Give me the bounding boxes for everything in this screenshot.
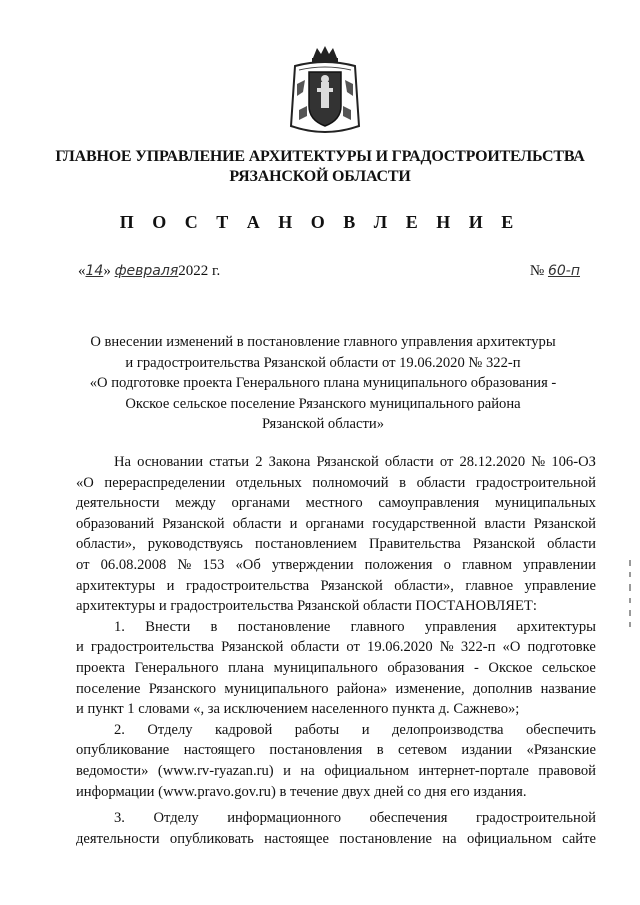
word: области	[547, 536, 596, 553]
word: полномочий	[312, 474, 389, 491]
word: постановление	[339, 830, 432, 847]
preamble-paragraph	[76, 452, 596, 617]
subject-line: Окское сельское поселение Рязанского муниципального района	[125, 395, 521, 412]
word: №	[177, 556, 192, 573]
date-open-quote: «	[78, 263, 86, 279]
margin-scan-mark	[626, 560, 634, 630]
word: «Об	[235, 556, 261, 573]
word: сельское	[542, 659, 596, 676]
body-line	[76, 473, 596, 494]
word: от	[76, 556, 90, 573]
word: 2.	[114, 721, 125, 738]
word: Рязанской	[320, 577, 383, 594]
word: основании	[137, 454, 204, 470]
word: сетевом	[397, 742, 448, 759]
word: название	[540, 680, 596, 697]
word: сайте	[562, 830, 596, 847]
word: управления	[424, 618, 497, 635]
body-line	[76, 829, 596, 850]
word: области»,	[394, 577, 454, 594]
word: в	[376, 742, 384, 759]
word: №	[531, 454, 546, 470]
word: постановление	[237, 618, 331, 635]
word: Отделу	[153, 810, 199, 827]
date-month-handwritten: февраля	[114, 263, 179, 279]
word: области»,	[76, 536, 136, 553]
word: в	[210, 618, 218, 635]
word: Отделу	[147, 721, 193, 738]
word: муниципального	[224, 680, 329, 697]
word: управлении	[523, 556, 596, 573]
word: -	[473, 659, 479, 676]
number-label: №	[529, 263, 545, 279]
word: кадровой	[215, 721, 273, 738]
word: изменение,	[395, 680, 465, 697]
word: «Рязанские	[526, 742, 596, 759]
word: и	[289, 515, 298, 532]
word: о	[443, 556, 451, 573]
word: архитектуры	[516, 618, 596, 635]
word: от	[346, 639, 360, 656]
word: градостроительной	[475, 810, 596, 827]
date-year: 2022 г.	[178, 263, 221, 279]
word: официальном	[467, 830, 552, 847]
word: «О	[76, 474, 94, 491]
word: проекта	[76, 659, 125, 676]
word: 28.12.2020	[459, 454, 526, 470]
body-line	[76, 761, 596, 782]
word: Рязанской	[221, 639, 284, 656]
item-3-paragraph	[76, 808, 596, 849]
word: Рязанской	[533, 515, 596, 532]
word: руководствуясь	[147, 536, 243, 553]
body-line	[76, 452, 596, 473]
word: градостроительной	[475, 474, 596, 491]
body-line	[76, 493, 596, 514]
date-day-handwritten: 14	[85, 263, 104, 279]
word: между	[175, 495, 216, 512]
word: и	[76, 639, 84, 656]
word: Правительства	[368, 536, 461, 553]
document-type-title: П О С Т А Н О В Л Е Н И Е	[119, 212, 521, 232]
word: органами	[231, 495, 290, 512]
word: деятельности	[76, 495, 160, 512]
body-line	[76, 576, 596, 597]
body-line	[76, 555, 596, 576]
body-line	[76, 679, 596, 700]
word: муниципальных	[494, 495, 596, 512]
word: архитектуры	[76, 577, 156, 594]
word: дополнив	[472, 680, 533, 697]
body-line: архитектуры и градостроительства Рязанской области ПОСТАНОВЛЯЕТ:	[76, 598, 537, 615]
word: издании	[461, 742, 513, 759]
word: управление	[524, 577, 596, 594]
word: власти	[484, 515, 526, 532]
date-close-quote: »	[103, 263, 111, 279]
word: области	[384, 454, 434, 470]
word: самоуправления	[378, 495, 480, 512]
subject-line: Рязанской области»	[262, 416, 384, 432]
subject-line: и градостроительства Рязанской области от 19.06.2020 № 322-п	[125, 354, 521, 371]
body-line	[76, 637, 596, 658]
body-line: и пункт 1 словами «, за исключением населенного пункта д. Сажнево»;	[76, 701, 520, 718]
item-1-paragraph	[76, 617, 596, 720]
word: области	[416, 474, 466, 491]
word: 06.08.2008	[100, 556, 167, 573]
word: подготовке	[527, 639, 596, 656]
word: Рязанской	[472, 536, 536, 553]
word: Генерального	[134, 659, 219, 676]
word: деятельности	[76, 830, 160, 847]
word: муниципального	[273, 659, 378, 676]
word: главное	[465, 577, 514, 594]
word: Рязанского	[148, 680, 217, 697]
org-name-line2: РЯЗАНСКОЙ ОБЛАСТИ	[229, 168, 411, 185]
word: района»	[336, 680, 388, 697]
word: на	[442, 830, 457, 847]
word: плана	[228, 659, 265, 676]
body-line	[76, 720, 596, 741]
body-line	[76, 617, 596, 638]
body-line	[76, 808, 596, 829]
word: образования	[387, 659, 465, 676]
word: 2	[255, 454, 263, 470]
word: работы	[294, 721, 340, 738]
body-line: информации (www.pravo.gov.ru) в течение двух дней со дня его издания.	[76, 783, 527, 800]
word: правовой	[538, 762, 596, 779]
word: местного	[305, 495, 363, 512]
word: области	[290, 639, 340, 656]
word: настоящее	[264, 830, 329, 847]
word: Внести	[145, 618, 191, 635]
word: и	[166, 577, 175, 594]
word: главном	[462, 556, 513, 573]
word: На	[114, 454, 132, 470]
word: утверждении	[271, 556, 354, 573]
word: положения	[364, 556, 433, 573]
word: 153	[202, 556, 225, 573]
body-line	[76, 534, 596, 555]
word: отдельных	[235, 474, 302, 491]
word: на	[300, 762, 315, 779]
document-body	[76, 452, 596, 849]
word: постановления	[269, 742, 363, 759]
word: статьи	[209, 454, 250, 470]
word: поселение	[76, 680, 141, 697]
org-name-line1: ГЛАВНОЕ УПРАВЛЕНИЕ АРХИТЕКТУРЫ И ГРАДОСТРОИТЕЛЬСТВА	[55, 148, 585, 165]
document-date	[78, 263, 220, 280]
word: перераспределении	[104, 474, 226, 491]
word: делопроизводства	[391, 721, 504, 738]
word: опубликование	[76, 742, 170, 759]
word: интернет-портале	[418, 762, 529, 779]
word: (www.rv-ryazan.ru)	[157, 762, 274, 779]
item-2-paragraph	[76, 720, 596, 802]
body-line	[76, 740, 596, 761]
word: обеспечить	[525, 721, 596, 738]
document-subject	[78, 332, 568, 435]
word: постановлением	[255, 536, 357, 553]
word: в	[399, 474, 406, 491]
word: информационного	[227, 810, 342, 827]
word: обеспечения	[369, 810, 448, 827]
word: градостроительства	[185, 577, 310, 594]
body-line	[76, 658, 596, 679]
word: Закона	[268, 454, 311, 470]
word: опубликовать	[169, 830, 254, 847]
word: официальном	[324, 762, 409, 779]
word: от	[439, 454, 454, 470]
word: государственной	[372, 515, 477, 532]
word: настоящего	[183, 742, 256, 759]
word: Рязанской	[316, 454, 379, 470]
subject-line: «О подготовке проекта Генерального плана муниципального образования -	[89, 375, 557, 391]
word: Рязанской	[162, 515, 225, 532]
word: и	[361, 721, 370, 738]
word: Окское	[488, 659, 533, 676]
word: области	[232, 515, 282, 532]
subject-line: О внесении изменений в постановление главного управления архитектуры	[90, 334, 556, 350]
word: «О	[502, 639, 521, 656]
body-line	[76, 514, 596, 535]
word: 3.	[114, 810, 125, 827]
document-number	[530, 263, 580, 280]
word: градостроительства	[90, 639, 215, 656]
word: 322-п	[460, 639, 496, 656]
word: и	[283, 762, 291, 779]
ryazan-coat-of-arms-icon	[287, 44, 363, 138]
number-value-handwritten: 60-п	[547, 263, 580, 279]
word: образований	[76, 515, 155, 532]
word: ведомости»	[76, 762, 149, 779]
word: 1.	[114, 618, 125, 635]
word: органами	[305, 515, 365, 532]
word: 19.06.2020	[367, 639, 433, 656]
word: №	[439, 639, 454, 656]
word: 106-ОЗ	[551, 454, 596, 470]
word: главного	[350, 618, 405, 635]
